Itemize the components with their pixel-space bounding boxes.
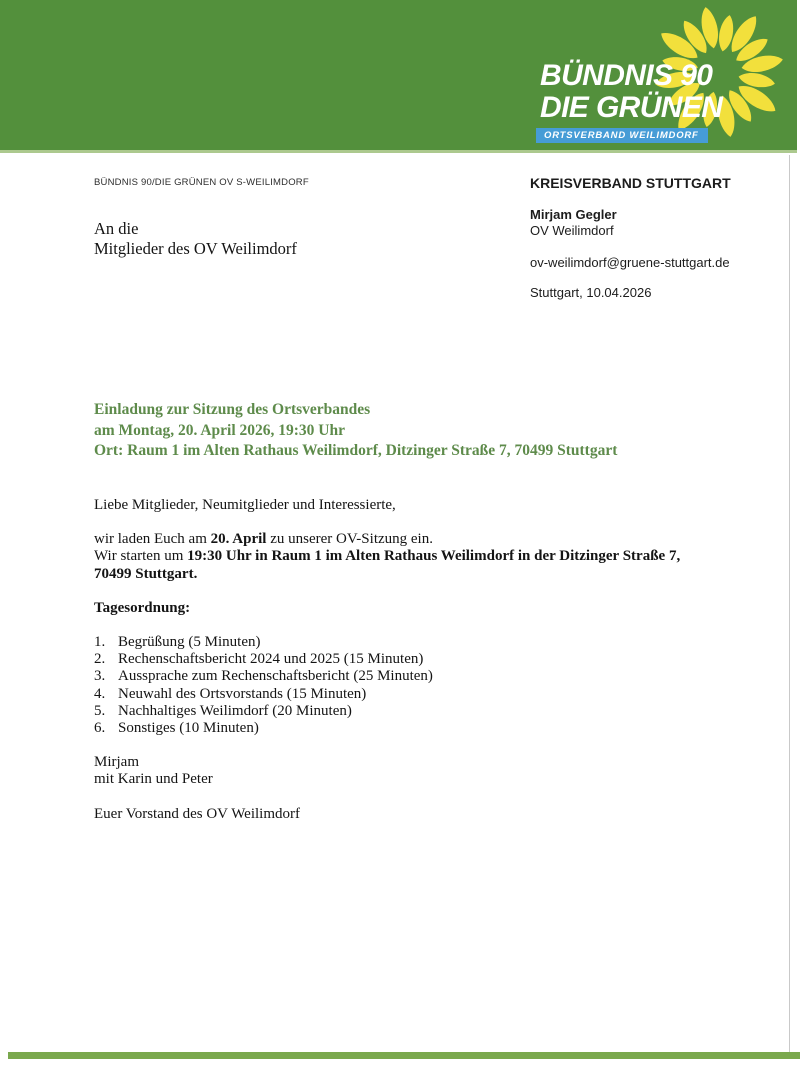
recipient-address (94, 219, 297, 258)
ortsverband-banner: ORTSVERBAND WEILIMDORF (536, 128, 708, 143)
agenda-item (94, 720, 754, 737)
agenda-list (94, 634, 754, 737)
subject-line1: Einladung zur Sitzung des Ortsverbandes (94, 401, 371, 418)
agenda-item-text: Nachhaltiges Weilimdorf (20 Minuten) (118, 702, 352, 719)
signoff-line2: mit Karin und Peter (94, 771, 213, 788)
agenda-item-text: Begrüßung (5 Minuten) (118, 634, 261, 651)
recipient-line2: Mitglieder des OV Weilimdorf (94, 238, 297, 258)
contact-unit: OV Weilimdorf (530, 223, 614, 238)
agenda-item-number: 3. (94, 668, 106, 685)
agenda-item-text: Sonstiges (10 Minuten) (118, 720, 259, 737)
party-logo-line1: BÜNDNIS 90 (540, 59, 713, 92)
contact-email: ov-weilimdorf@gruene-stuttgart.de (530, 255, 730, 270)
agenda-item (94, 703, 754, 720)
agenda-title: Tagesordnung: (94, 599, 191, 616)
footer-green-bar (8, 1052, 800, 1059)
signoff-names (94, 754, 754, 788)
agenda-item (94, 634, 754, 651)
start-pre: Wir starten um (94, 548, 188, 565)
salutation: Liebe Mitglieder, Neumitglieder und Interessierte, (94, 497, 396, 513)
contact-name: Mirjam Gegler (530, 207, 617, 222)
contact-block (530, 175, 731, 301)
party-logo-line2: DIE GRÜNEN (540, 91, 723, 124)
recipient-line1: An die (94, 219, 139, 238)
agenda-item-text: Aussprache zum Rechenschaftsbericht (25 Minuten) (118, 668, 433, 685)
agenda-item-number: 2. (94, 651, 106, 668)
subject-line2: am Montag, 20. April 2026, 19:30 Uhr (94, 421, 346, 439)
letter-body (94, 497, 754, 840)
sender-line: BÜNDNIS 90/DIE GRÜNEN OV S-WEILIMDORF (94, 177, 309, 188)
agenda-item (94, 651, 754, 668)
agenda-item (94, 686, 754, 703)
subject-line3: Ort: Raum 1 im Alten Rathaus Weilimdorf, Ditzinger Straße 7, 70499 Stuttgart (94, 442, 618, 459)
party-logo-wordmark (540, 60, 722, 124)
agenda-item-number: 4. (94, 685, 106, 702)
agenda-item-number: 6. (94, 720, 106, 737)
invite-pre: wir laden Euch am (94, 531, 211, 548)
agenda-item-text: Neuwahl des Ortsvorstands (15 Minuten) (118, 685, 367, 702)
signoff-role: Euer Vorstand des OV Weilimdorf (94, 805, 300, 822)
page-right-edge-line (789, 155, 790, 1052)
agenda-item (94, 668, 754, 685)
signoff-line1: Mirjam (94, 754, 139, 771)
start-details-line1: 19:30 Uhr in Raum 1 im Alten Rathaus Weilimdorf in der Ditzinger Straße 7, (187, 548, 681, 565)
start-details-line2: 70499 Stuttgart. (94, 565, 198, 582)
agenda-item-text: Rechenschaftsbericht 2024 und 2025 (15 Minuten) (118, 651, 424, 668)
subject-block (94, 400, 617, 462)
invite-date: 20. April (210, 531, 267, 548)
invitation-paragraph (94, 531, 754, 583)
agenda-item-number: 5. (94, 702, 106, 719)
contact-org: KREISVERBAND STUTTGART (530, 175, 731, 191)
header-band (0, 0, 797, 153)
agenda-item-number: 1. (94, 634, 106, 651)
invite-post: zu unserer OV-Sitzung ein. (266, 531, 433, 548)
contact-dateline: Stuttgart, 10.04.2026 (530, 285, 652, 300)
